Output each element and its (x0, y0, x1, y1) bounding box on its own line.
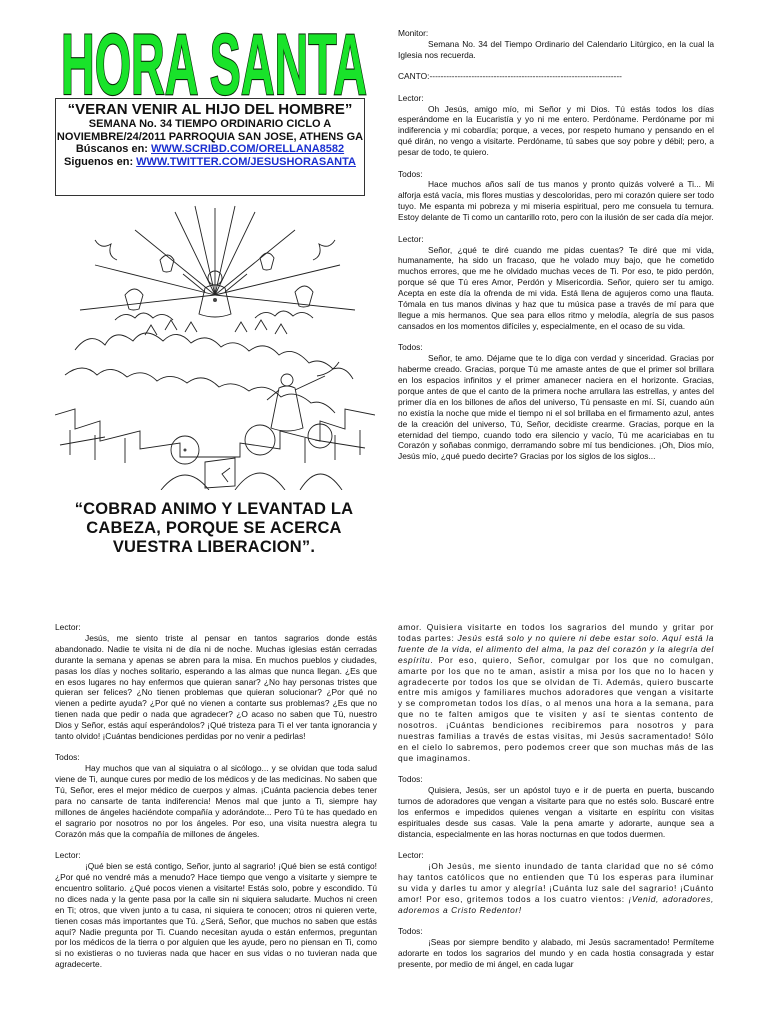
lector3-label: Lector: (55, 622, 81, 632)
todos1-text: Hace muchos años salí de tus manos y pronto quizás volveré a Ti... Mi alforja está vacía, mis flores mustias y descoloridas, pero mi corazón quiere ser todo tuyo. Me espanta mi pobreza y mi miseria espiritual, pero me consuela tu ternura. Estoy delante de Ti como un cantarillo roto, pero con la ilusión de ser cada día mejor. (398, 179, 714, 223)
second-coming-illustration (55, 200, 375, 490)
lector5-a: ¡Oh Jesús, me siento inundado de tanta claridad que no sé cómo hay tantos católicos que no entienden que Tú los esperas para iluminar su vida y darles tu amor y alegría! ¡Cuánta luz sale del sagrario! ¡Cuánto amor! Por eso, gritemos todos a los cuatro vientos: (398, 861, 714, 904)
monitor-text: Semana No. 34 del Tiempo Ordinario del Calendario Litúrgico, en la cual la Iglesia nos recuerda. (398, 38, 714, 60)
lector5-text (398, 861, 714, 916)
cont-b: . Por eso, quiero, Señor, comulgar por los que no comulgan, amarte por los que no te aman, asistir a misa por los que no lo hacen y agradecerte por todos los que se olvidan de Ti. Además, quiero buscarte entre mis amigos y familiares muchos adoradores que vengan a visitarte y se comprometan todos los días, o al menos una hora a la semana, para que no te falten amigos que te visiten y así te sientas contento de nosotros. ¡Cuántas bendiciones recibiremos para nosotros y para nuestras familias a través de estas visitas, mi Jesús sacramentado! Sólo en el cielo lo sabremos, pero podemos creer que son muchas más de las que imaginamos. (398, 654, 714, 763)
lector3-text: Jesús, me siento triste al pensar en tantos sagrarios donde estás abandonado. Nadie te visita ni de día ni de noche. Muchas iglesias están cerradas durante la semana y apenas se abren para la misa. En muchos pueblos y ciudades, pasas los días y noches solitario, esperando a las almas que nunca llegan. ¿Es que en esos lugares no hay enfermos que quieran sanar? ¿No hay personas tristes que quieran ser felices? ¿No tienen problemas que quieran solucionar? ¿Por qué no vienen a pedirte ayuda? ¿Por qué no vienen a contarte sus problemas? ¿Es que no tienen nada que pedir o nada que agradecer? ¿O acaso no saben que Tú, nuestro Dios y Señor, estás aquí esperándolos? ¡Qué tristeza para Ti el ver tanta ignorancia y tanto olvido! ¡Cuántas bendiciones perdidas por no venir a pedirlas! (55, 632, 377, 742)
lector5-label: Lector: (398, 850, 424, 861)
lector1-text: Oh Jesús, amigo mío, mi Señor y mi Dios. Tú estás todos los días esperándome en la Eucaristía y yo ni me entero. Perdóname. Perdóname por mi indiferencia y mi cobardía; porque, a veces, por respeto humano y pensando en el qué dirán, no vengo a visitarte. Perdóname, tú sabes que soy pobre y débil; pero, a pesar de todo, te quiero. (398, 103, 714, 158)
continuation-paragraph (398, 622, 714, 764)
right-top-column (398, 28, 714, 473)
canto-line: CANTO:--------------------------------------------------------------------- (398, 71, 622, 82)
monitor-label: Monitor: (398, 28, 429, 38)
follow-label: Siguenos en: (64, 155, 137, 168)
todos5-text: ¡Seas por siempre bendito y alabado, mi Jesús sacramentado! Permíteme adorarte en todos los sagrarios del mundo y en cada hostia consagrada y estar presente, por medio de mi ángel, en cada lugar (398, 937, 714, 969)
todos4-label: Todos: (398, 774, 423, 785)
cont-a: amor. Quisiera visitarte en todos los sagrarios del mundo y gritar por todas partes: (398, 622, 714, 643)
lector4-label: Lector: (55, 850, 81, 861)
lector2-text: Señor, ¿qué te diré cuando me pidas cuentas? Te diré que mi vida, humanamente, ha sido un fracaso, que he volado muy bajo, que he cometido muchos errores, que me he olvidado muchas veces de Ti. Por eso, te pido perdón, porque sé que Tú eres Amor, Perdón y Misericordia. Señor, quiero ser tu amigo. Acepta en este día la ofrenda de mi vida. Está llena de agujeros como una flauta. Tómala en tus manos divinas y haz que tu música pase a través de mí para que llegue a mis hermanos. Que sea para ellos ritmo y melodía, alegría de sus pasos cansados en los momentos difíciles y, especialmente, en el ocaso de su vida. (398, 244, 714, 331)
twitter-link[interactable]: WWW.TWITTER.COM/JESUSHORASANTA (136, 155, 356, 168)
header-line-date: NOVIEMBRE/24/2011 PARROQUIA SAN JOSE, ATHENS GA (56, 130, 364, 143)
left-bottom-column (55, 622, 377, 981)
title-text: HORA SANTA (61, 24, 367, 100)
todos3-label: Todos: (55, 752, 80, 763)
lector5-emphasis: ¡Venid, adoradores, adoremos a Cristo Redentor! (398, 893, 714, 915)
todos1-label: Todos: (398, 168, 423, 179)
cont-emphasis: Jesús está solo y no quiere ni debe estar solo. Aquí está la fuente de la vida, el alimento del alma, la paz del corazón y la alegría del espíritu (398, 632, 714, 665)
right-bottom-column (398, 622, 714, 980)
lector4-text: ¡Qué bien se está contigo, Señor, junto al sagrario! ¡Qué bien se está contigo! ¿Por qué no vendré más a menudo? Hace tiempo que vengo a visitarte y siempre te encuentro solitario. ¿Qué pocos vienen a visitarte! Estás solo, pobre y escondido. Tú no dices nada y la gente pasa por la calle sin ni siquiera saludarte. Muchos ni creen en Ti; otros, que viven junto a tu casa, ni siquiera te conocen; otros ni quieren verte, tienen cosas más importantes que Tú. ¿Será, Señor, que muchos no saben que estás aquí? Nadie pregunta por Ti. Cuando necesitan ayuda o están enfermos, preguntan por los médicos de la tierra o por alguien que les ayude, pero no piensan en Ti, como si no existieras o no tuvieras nada que hacer en sus vidas o no tuvieran nada que agradecerte. (55, 861, 377, 970)
lector2-label: Lector: (398, 233, 424, 244)
hora-santa-title (58, 24, 370, 100)
header-line-find (56, 143, 364, 156)
lector1-label: Lector: (398, 92, 424, 103)
header-box (55, 98, 365, 196)
todos2-text: Señor, te amo. Déjame que te lo diga con verdad y sinceridad. Gracias por haberme creado. Gracias, porque Tú me amaste antes de que el primer sol brillara en los espacios infinitos y el primer amanecer naciera en el horizonte. Gracias, porque antes de que el canto de la primera noche arrullara las estrellas, y antes del primer día en los billones de años del universo, Tú pensaste en mí. Sí, cuando aún no existía la noche que mide el tiempo ni el sol brillaba en el firmamento azul, antes de la creación del universo, Tú, Señor, decidiste crearme. Gracias, porque en la eternidad del tiempo, cuando todo era silencio y vacío, Tú me acariciabas en tu Corazón y soñabas conmigo, derramando sobre mí tus bendiciones. ¡Oh, Dios mío, Jesús mío, ¿qué puedo decirte? Gracias por los siglos de los siglos... (398, 353, 714, 462)
header-line-follow (56, 156, 364, 169)
todos2-label: Todos: (398, 342, 423, 353)
scribd-link[interactable]: WWW.SCRIBD.COM/ORELLANA8582 (151, 143, 345, 155)
find-label: Búscanos en: (75, 143, 152, 155)
header-line-week: SEMANA No. 34 TIEMPO ORDINARIO CICLO A (88, 118, 332, 130)
caption-quote: “COBRAD ANIMO Y LEVANTAD LA CABEZA, PORQUE SE ACERCA VUESTRA LIBERACION”. (74, 500, 354, 556)
header-quote: “VERAN VENIR AL HIJO DEL HOMBRE” (67, 101, 353, 118)
todos5-label: Todos: (398, 926, 423, 937)
todos3-text: Hay muchos que van al siquiatra o al sicólogo... y se olvidan que toda salud viene de Ti, aunque cures por medio de los médicos y de las medicinas. No saben que Tú, Señor, eres el mejor médico de cuerpos y almas. ¡Cuánta paciencia debes tener para no cansarte de tanta indiferencia! Menos mal que junto a Ti, siempre hay millones de ángeles haciéndote compañía y adorándote... Pero Tú te has quedado en el sagrario por nosotros no por los ángeles. Por eso, una visita nuestra alegra tu Corazón más que la compañía de millones de ángeles. (55, 763, 377, 839)
todos4-text: Quisiera, Jesús, ser un apóstol tuyo e ir de puerta en puerta, buscando turnos de adoradores que vengan a visitarte para que no estés solo. Buscaré entre los enfermos e impedidos quienes vengan a visitarte en espíritu con visitas espirituales desde sus casas. Vale la pena amarte y adorarte, aunque sea a distancia, especialmente en las horas nocturnas en que todos duermen. (398, 785, 714, 839)
